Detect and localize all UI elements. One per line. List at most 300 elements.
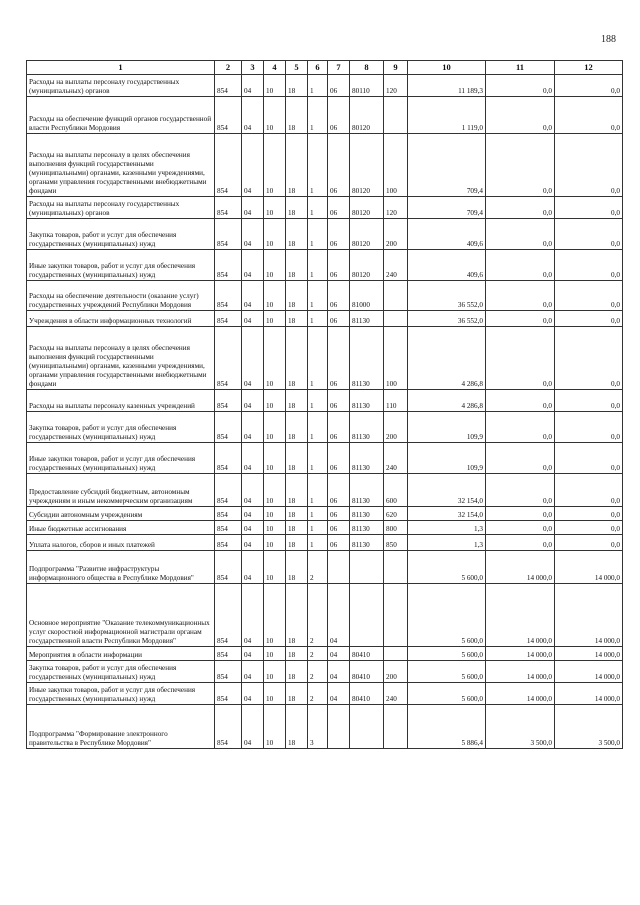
col-4-code: 10 [264, 327, 286, 390]
table-row [27, 683, 623, 705]
col-7-code: 06 [328, 311, 350, 327]
col-3-code: 04 [242, 584, 264, 647]
col-8-code: 80410 [350, 683, 384, 705]
col-5-code: 18 [286, 535, 308, 551]
col-2-code: 854 [215, 584, 242, 647]
col-7-code: 06 [328, 250, 350, 281]
col-12-amount: 0,0 [555, 250, 623, 281]
header-cell: 6 [308, 61, 328, 75]
col-3-code: 04 [242, 412, 264, 443]
col-6-code: 1 [308, 327, 328, 390]
col-5-code: 18 [286, 412, 308, 443]
col-4-code: 10 [264, 661, 286, 683]
header-cell: 12 [555, 61, 623, 75]
col-7-code: 06 [328, 281, 350, 311]
row-name: Иные закупки товаров, работ и услуг для обеспечения государственных (муниципальных) нужд [27, 683, 215, 705]
col-11-amount: 0,0 [486, 474, 555, 507]
col-2-code: 854 [215, 521, 242, 535]
header-cell: 1 [27, 61, 215, 75]
col-7-code: 06 [328, 219, 350, 250]
table-body [27, 75, 623, 749]
col-3-code: 04 [242, 390, 264, 412]
row-name: Основное мероприятие "Оказание телекоммуникационных услуг скоростной информационной магистрали органам государственной власти Республики Мордовия" [27, 584, 215, 647]
col-8-code: 80110 [350, 75, 384, 97]
col-2-code: 854 [215, 661, 242, 683]
col-8-code: 80120 [350, 197, 384, 219]
col-5-code: 18 [286, 521, 308, 535]
col-12-amount: 0,0 [555, 97, 623, 134]
col-4-code: 10 [264, 281, 286, 311]
col-9-code: 120 [384, 197, 408, 219]
col-3-code: 04 [242, 551, 264, 584]
row-name: Учреждения в области информационных технологий [27, 311, 215, 327]
table-row [27, 551, 623, 584]
col-5-code: 18 [286, 281, 308, 311]
col-5-code: 18 [286, 551, 308, 584]
table-row [27, 507, 623, 521]
col-8-code: 81130 [350, 474, 384, 507]
col-6-code: 1 [308, 281, 328, 311]
col-12-amount: 14 000,0 [555, 683, 623, 705]
col-11-amount: 0,0 [486, 443, 555, 474]
col-12-amount: 0,0 [555, 327, 623, 390]
col-5-code: 18 [286, 474, 308, 507]
col-6-code: 2 [308, 647, 328, 661]
col-10-amount: 36 552,0 [408, 281, 486, 311]
col-2-code: 854 [215, 134, 242, 197]
col-9-code: 240 [384, 443, 408, 474]
table-row [27, 647, 623, 661]
col-12-amount: 14 000,0 [555, 661, 623, 683]
header-cell: 8 [350, 61, 384, 75]
col-9-code: 600 [384, 474, 408, 507]
col-11-amount: 0,0 [486, 412, 555, 443]
header-row [27, 61, 623, 75]
col-8-code: 80410 [350, 647, 384, 661]
col-7-code: 06 [328, 327, 350, 390]
col-7-code: 06 [328, 535, 350, 551]
row-name: Мероприятия в области информации [27, 647, 215, 661]
col-8-code: 81130 [350, 412, 384, 443]
col-11-amount: 14 000,0 [486, 647, 555, 661]
col-8-code: 80410 [350, 661, 384, 683]
col-9-code: 240 [384, 250, 408, 281]
col-7-code: 04 [328, 647, 350, 661]
col-4-code: 10 [264, 219, 286, 250]
header-cell: 4 [264, 61, 286, 75]
header-cell: 10 [408, 61, 486, 75]
col-2-code: 854 [215, 390, 242, 412]
col-5-code: 18 [286, 134, 308, 197]
col-10-amount: 4 286,8 [408, 327, 486, 390]
col-7-code: 06 [328, 412, 350, 443]
col-7-code: 06 [328, 474, 350, 507]
col-5-code: 18 [286, 647, 308, 661]
col-6-code: 1 [308, 443, 328, 474]
col-11-amount: 0,0 [486, 219, 555, 250]
col-6-code: 2 [308, 683, 328, 705]
col-10-amount: 1 119,0 [408, 97, 486, 134]
col-12-amount: 0,0 [555, 281, 623, 311]
col-9-code [384, 311, 408, 327]
col-3-code: 04 [242, 661, 264, 683]
col-12-amount: 3 500,0 [555, 705, 623, 749]
table-row [27, 443, 623, 474]
row-name: Уплата налогов, сборов и иных платежей [27, 535, 215, 551]
col-2-code: 854 [215, 647, 242, 661]
col-6-code: 1 [308, 311, 328, 327]
table-row [27, 705, 623, 749]
col-6-code: 2 [308, 551, 328, 584]
col-6-code: 1 [308, 134, 328, 197]
col-12-amount: 0,0 [555, 390, 623, 412]
col-2-code: 854 [215, 551, 242, 584]
col-10-amount: 709,4 [408, 197, 486, 219]
col-2-code: 854 [215, 412, 242, 443]
col-9-code [384, 647, 408, 661]
col-4-code: 10 [264, 75, 286, 97]
col-5-code: 18 [286, 661, 308, 683]
col-3-code: 04 [242, 521, 264, 535]
col-11-amount: 0,0 [486, 521, 555, 535]
col-11-amount: 14 000,0 [486, 683, 555, 705]
col-8-code [350, 584, 384, 647]
col-9-code: 100 [384, 134, 408, 197]
col-8-code: 80120 [350, 219, 384, 250]
col-4-code: 10 [264, 474, 286, 507]
col-8-code: 81130 [350, 535, 384, 551]
col-10-amount: 11 189,3 [408, 75, 486, 97]
col-7-code [328, 705, 350, 749]
header-cell: 9 [384, 61, 408, 75]
col-3-code: 04 [242, 647, 264, 661]
col-5-code: 18 [286, 219, 308, 250]
col-10-amount: 109,9 [408, 412, 486, 443]
col-8-code: 81130 [350, 311, 384, 327]
col-9-code: 200 [384, 661, 408, 683]
col-5-code: 18 [286, 443, 308, 474]
col-6-code: 1 [308, 75, 328, 97]
col-4-code: 10 [264, 443, 286, 474]
col-9-code: 800 [384, 521, 408, 535]
col-9-code [384, 551, 408, 584]
row-name: Подпрограмма "Развитие инфраструктуры информационного общества в Республике Мордовия" [27, 551, 215, 584]
col-12-amount: 0,0 [555, 219, 623, 250]
col-2-code: 854 [215, 311, 242, 327]
col-6-code: 1 [308, 521, 328, 535]
col-4-code: 10 [264, 683, 286, 705]
col-2-code: 854 [215, 683, 242, 705]
col-9-code: 850 [384, 535, 408, 551]
col-3-code: 04 [242, 474, 264, 507]
col-7-code: 06 [328, 97, 350, 134]
col-8-code: 81130 [350, 390, 384, 412]
col-2-code: 854 [215, 250, 242, 281]
col-6-code: 1 [308, 412, 328, 443]
col-4-code: 10 [264, 507, 286, 521]
col-6-code: 1 [308, 474, 328, 507]
col-10-amount: 409,6 [408, 250, 486, 281]
row-name: Расходы на выплаты персоналу государственных (муниципальных) органов [27, 197, 215, 219]
col-7-code: 06 [328, 197, 350, 219]
col-2-code: 854 [215, 474, 242, 507]
col-11-amount: 3 500,0 [486, 705, 555, 749]
col-12-amount: 14 000,0 [555, 647, 623, 661]
budget-table [26, 60, 623, 749]
col-7-code: 04 [328, 584, 350, 647]
col-3-code: 04 [242, 535, 264, 551]
col-9-code [384, 97, 408, 134]
col-7-code [328, 551, 350, 584]
table-row [27, 97, 623, 134]
col-5-code: 18 [286, 705, 308, 749]
col-11-amount: 0,0 [486, 281, 555, 311]
col-2-code: 854 [215, 197, 242, 219]
col-2-code: 854 [215, 535, 242, 551]
col-9-code: 200 [384, 219, 408, 250]
col-3-code: 04 [242, 311, 264, 327]
col-8-code: 80120 [350, 134, 384, 197]
col-10-amount: 5 886,4 [408, 705, 486, 749]
col-6-code: 1 [308, 535, 328, 551]
col-2-code: 854 [215, 75, 242, 97]
col-10-amount: 36 552,0 [408, 311, 486, 327]
col-6-code: 1 [308, 390, 328, 412]
col-10-amount: 409,6 [408, 219, 486, 250]
col-8-code: 81130 [350, 327, 384, 390]
col-12-amount: 0,0 [555, 75, 623, 97]
col-2-code: 854 [215, 327, 242, 390]
col-7-code: 06 [328, 521, 350, 535]
col-11-amount: 14 000,0 [486, 661, 555, 683]
col-9-code: 110 [384, 390, 408, 412]
table-row [27, 250, 623, 281]
row-name: Субсидии автономным учреждениям [27, 507, 215, 521]
col-4-code: 10 [264, 647, 286, 661]
col-3-code: 04 [242, 250, 264, 281]
col-10-amount: 709,4 [408, 134, 486, 197]
col-11-amount: 0,0 [486, 250, 555, 281]
col-4-code: 10 [264, 412, 286, 443]
col-4-code: 10 [264, 551, 286, 584]
col-10-amount: 109,9 [408, 443, 486, 474]
col-11-amount: 14 000,0 [486, 551, 555, 584]
col-4-code: 10 [264, 521, 286, 535]
col-3-code: 04 [242, 97, 264, 134]
col-5-code: 18 [286, 75, 308, 97]
table-row [27, 521, 623, 535]
col-11-amount: 0,0 [486, 75, 555, 97]
col-12-amount: 14 000,0 [555, 584, 623, 647]
col-4-code: 10 [264, 97, 286, 134]
col-3-code: 04 [242, 75, 264, 97]
col-9-code: 620 [384, 507, 408, 521]
col-11-amount: 0,0 [486, 197, 555, 219]
col-4-code: 10 [264, 390, 286, 412]
col-6-code: 1 [308, 97, 328, 134]
col-7-code: 04 [328, 661, 350, 683]
col-12-amount: 0,0 [555, 311, 623, 327]
col-2-code: 854 [215, 281, 242, 311]
col-3-code: 04 [242, 197, 264, 219]
col-3-code: 04 [242, 507, 264, 521]
table-row [27, 219, 623, 250]
col-7-code: 04 [328, 683, 350, 705]
col-6-code: 3 [308, 705, 328, 749]
col-2-code: 854 [215, 705, 242, 749]
col-10-amount: 32 154,0 [408, 507, 486, 521]
col-3-code: 04 [242, 683, 264, 705]
row-name: Расходы на выплаты персоналу в целях обеспечения выполнения функций государственными (муниципальными) органами, казенными учреждениями, органами управления государственными внебюджетными фондами [27, 134, 215, 197]
table-row [27, 134, 623, 197]
table-row [27, 661, 623, 683]
col-6-code: 1 [308, 507, 328, 521]
row-name: Закупка товаров, работ и услуг для обеспечения государственных (муниципальных) нужд [27, 661, 215, 683]
col-3-code: 04 [242, 219, 264, 250]
col-12-amount: 0,0 [555, 134, 623, 197]
table-row [27, 535, 623, 551]
col-4-code: 10 [264, 705, 286, 749]
col-5-code: 18 [286, 327, 308, 390]
col-2-code: 854 [215, 97, 242, 134]
page-number: 188 [601, 34, 616, 45]
col-5-code: 18 [286, 683, 308, 705]
row-name: Иные бюджетные ассигнования [27, 521, 215, 535]
col-12-amount: 0,0 [555, 507, 623, 521]
col-6-code: 1 [308, 219, 328, 250]
col-7-code: 06 [328, 134, 350, 197]
col-4-code: 10 [264, 311, 286, 327]
col-3-code: 04 [242, 327, 264, 390]
col-12-amount: 0,0 [555, 197, 623, 219]
col-12-amount: 0,0 [555, 521, 623, 535]
col-9-code: 120 [384, 75, 408, 97]
col-5-code: 18 [286, 97, 308, 134]
col-2-code: 854 [215, 219, 242, 250]
col-10-amount: 4 286,8 [408, 390, 486, 412]
col-10-amount: 5 600,0 [408, 661, 486, 683]
col-5-code: 18 [286, 584, 308, 647]
col-6-code: 2 [308, 661, 328, 683]
col-9-code: 200 [384, 412, 408, 443]
row-name: Подпрограмма "Формирование электронного правительства в Республике Мордовия" [27, 705, 215, 749]
col-2-code: 854 [215, 443, 242, 474]
col-4-code: 10 [264, 535, 286, 551]
header-cell: 7 [328, 61, 350, 75]
col-6-code: 2 [308, 584, 328, 647]
col-2-code: 854 [215, 507, 242, 521]
col-10-amount: 5 600,0 [408, 551, 486, 584]
col-4-code: 10 [264, 134, 286, 197]
col-12-amount: 0,0 [555, 443, 623, 474]
col-4-code: 10 [264, 250, 286, 281]
col-11-amount: 0,0 [486, 311, 555, 327]
table-row [27, 474, 623, 507]
col-10-amount: 1,3 [408, 521, 486, 535]
col-11-amount: 0,0 [486, 97, 555, 134]
col-8-code: 81130 [350, 443, 384, 474]
row-name: Расходы на выплаты персоналу казенных учреждений [27, 390, 215, 412]
col-3-code: 04 [242, 705, 264, 749]
col-6-code: 1 [308, 250, 328, 281]
col-11-amount: 0,0 [486, 507, 555, 521]
header-cell: 11 [486, 61, 555, 75]
row-name: Закупка товаров, работ и услуг для обеспечения государственных (муниципальных) нужд [27, 412, 215, 443]
table-row [27, 281, 623, 311]
col-12-amount: 0,0 [555, 474, 623, 507]
col-4-code: 10 [264, 197, 286, 219]
col-3-code: 04 [242, 443, 264, 474]
col-5-code: 18 [286, 197, 308, 219]
col-10-amount: 5 600,0 [408, 584, 486, 647]
row-name: Расходы на выплаты персоналу государственных (муниципальных) органов [27, 75, 215, 97]
col-12-amount: 0,0 [555, 535, 623, 551]
row-name: Иные закупки товаров, работ и услуг для обеспечения государственных (муниципальных) нужд [27, 250, 215, 281]
col-5-code: 18 [286, 311, 308, 327]
header-cell: 2 [215, 61, 242, 75]
col-7-code: 06 [328, 75, 350, 97]
col-8-code: 80120 [350, 250, 384, 281]
row-name: Расходы на обеспечение деятельности (оказание услуг) государственных учреждений Республики Мордовия [27, 281, 215, 311]
col-7-code: 06 [328, 443, 350, 474]
col-4-code: 10 [264, 584, 286, 647]
col-11-amount: 0,0 [486, 535, 555, 551]
col-6-code: 1 [308, 197, 328, 219]
row-name: Расходы на выплаты персоналу в целях обеспечения выполнения функций государственными (муниципальными) органами, казенными учреждениями, органами управления государственными внебюджетными фондами [27, 327, 215, 390]
col-8-code [350, 705, 384, 749]
col-10-amount: 5 600,0 [408, 647, 486, 661]
row-name: Закупка товаров, работ и услуг для обеспечения государственных (муниципальных) нужд [27, 219, 215, 250]
row-name: Предоставление субсидий бюджетным, автономным учреждениям и иным некоммерческим организациям [27, 474, 215, 507]
table-row [27, 390, 623, 412]
col-10-amount: 32 154,0 [408, 474, 486, 507]
col-5-code: 18 [286, 390, 308, 412]
col-10-amount: 5 600,0 [408, 683, 486, 705]
table-row [27, 75, 623, 97]
col-9-code [384, 281, 408, 311]
col-8-code: 81000 [350, 281, 384, 311]
col-8-code: 81130 [350, 507, 384, 521]
table-row [27, 327, 623, 390]
table-row [27, 412, 623, 443]
col-10-amount: 1,3 [408, 535, 486, 551]
col-9-code: 100 [384, 327, 408, 390]
col-5-code: 18 [286, 507, 308, 521]
col-8-code [350, 551, 384, 584]
col-8-code: 80120 [350, 97, 384, 134]
col-8-code: 81130 [350, 521, 384, 535]
col-3-code: 04 [242, 134, 264, 197]
col-11-amount: 0,0 [486, 327, 555, 390]
col-3-code: 04 [242, 281, 264, 311]
header-cell: 3 [242, 61, 264, 75]
col-5-code: 18 [286, 250, 308, 281]
col-9-code: 240 [384, 683, 408, 705]
header-cell: 5 [286, 61, 308, 75]
col-11-amount: 0,0 [486, 390, 555, 412]
col-7-code: 06 [328, 390, 350, 412]
col-9-code [384, 705, 408, 749]
table-row [27, 584, 623, 647]
row-name: Расходы на обеспечение функций органов государственной власти Республики Мордовия [27, 97, 215, 134]
col-9-code [384, 584, 408, 647]
table-row [27, 311, 623, 327]
table-row [27, 197, 623, 219]
row-name: Иные закупки товаров, работ и услуг для обеспечения государственных (муниципальных) нужд [27, 443, 215, 474]
col-12-amount: 0,0 [555, 412, 623, 443]
col-7-code: 06 [328, 507, 350, 521]
col-11-amount: 0,0 [486, 134, 555, 197]
